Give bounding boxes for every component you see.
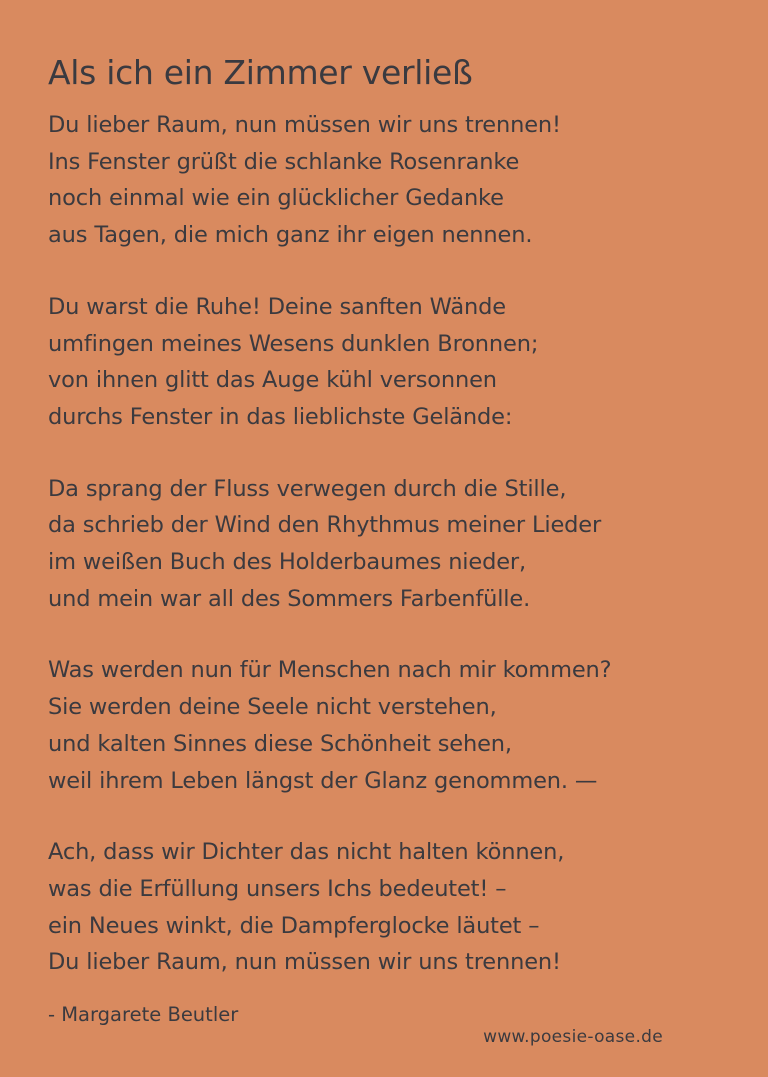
poem-line: ein Neues winkt, die Dampferglocke läutet – — [48, 912, 540, 939]
poem-line: von ihnen glitt das Auge kühl versonnen — [48, 367, 497, 394]
poem-line: und mein war all des Sommers Farbenfülle. — [48, 585, 531, 612]
poem-line: noch einmal wie ein glücklicher Gedanke — [48, 185, 504, 212]
stanza-1 — [48, 107, 748, 254]
stanza-4 — [48, 652, 748, 799]
stanza-5 — [48, 834, 748, 981]
poem-line: aus Tagen, die mich ganz ihr eigen nennen. — [48, 222, 533, 249]
poem-line: Ach, dass wir Dichter das nicht halten können, — [48, 839, 565, 866]
poem-title: Als ich ein Zimmer verließ — [48, 53, 473, 92]
poem-author: - Margarete Beutler — [48, 1003, 239, 1026]
poem-line: umfingen meines Wesens dunklen Bronnen; — [48, 330, 539, 357]
poem-line: und kalten Sinnes diese Schönheit sehen, — [48, 730, 512, 757]
poem-line: Du warst die Ruhe! Deine sanften Wände — [48, 293, 506, 320]
poem-line: da schrieb der Wind den Rhythmus meiner Lieder — [48, 512, 602, 539]
poem-line: Sie werden deine Seele nicht verstehen, — [48, 694, 497, 721]
website-url: www.poesie-oase.de — [483, 1027, 663, 1047]
poem-line: durchs Fenster in das lieblichste Gelände: — [48, 403, 513, 430]
poem-body — [48, 107, 748, 1016]
stanza-3 — [48, 471, 748, 618]
poem-line: Da sprang der Fluss verwegen durch die Stille, — [48, 475, 567, 502]
poem-line: was die Erfüllung unsers Ichs bedeutet! – — [48, 875, 507, 902]
poem-line: Du lieber Raum, nun müssen wir uns trennen! — [48, 949, 561, 976]
poem-line: im weißen Buch des Holderbaumes nieder, — [48, 549, 527, 576]
poem-line: weil ihrem Leben längst der Glanz genommen. — — [48, 767, 598, 794]
poem-line: Was werden nun für Menschen nach mir kommen? — [48, 657, 612, 684]
poem-line: Ins Fenster grüßt die schlanke Rosenranke — [48, 148, 520, 175]
poem-line: Du lieber Raum, nun müssen wir uns trennen! — [48, 112, 561, 138]
stanza-2 — [48, 289, 748, 436]
